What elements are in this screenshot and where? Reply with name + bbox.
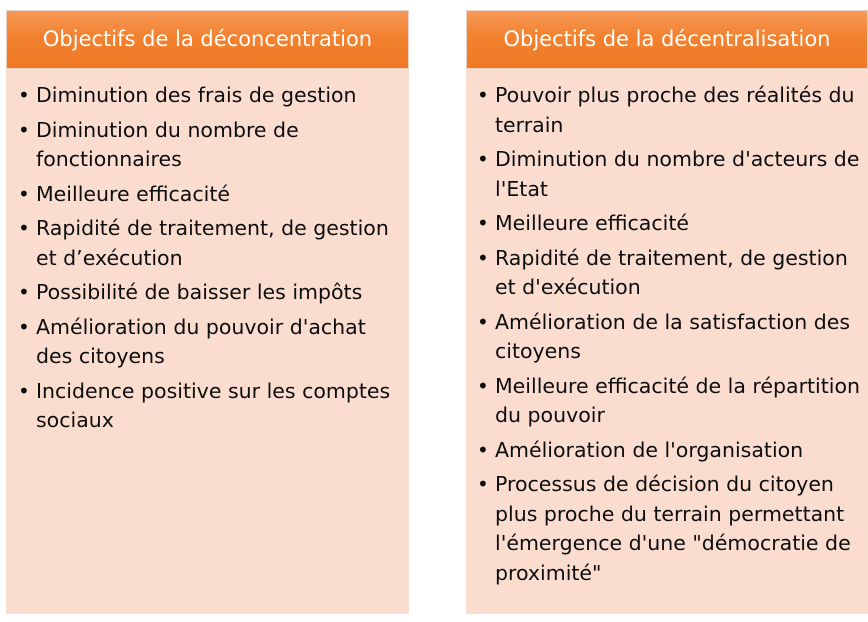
list-item-text: Possibilité de baisser les impôts [36, 280, 363, 304]
bullet-icon: • [477, 373, 489, 398]
decentralisation-body [466, 69, 868, 614]
list-item-text: Meilleure efficacité [495, 211, 689, 235]
bullet-icon: • [477, 472, 489, 496]
list-item-text: Pouvoir plus proche des réalités du terrain [495, 83, 855, 137]
list-item [6, 214, 409, 273]
list-item-text: Rapidité de traitement, de gestion et d’exécution [36, 216, 389, 270]
bullet-icon: • [18, 83, 30, 107]
list-item [466, 470, 868, 588]
list-item [466, 436, 868, 466]
deconcentration-list [6, 81, 409, 436]
bullet-icon: • [477, 245, 489, 270]
list-item-text: Amélioration de l'organisation [495, 437, 804, 462]
bullet-icon: • [477, 211, 489, 235]
list-item [466, 308, 868, 367]
deconcentration-header: Objectifs de la déconcentration [6, 10, 409, 69]
list-item-text: Meilleure efficacité [36, 181, 230, 206]
list-item [6, 81, 409, 111]
list-item [6, 278, 409, 308]
deconcentration-body [6, 69, 409, 614]
bullet-icon: • [477, 83, 489, 107]
deconcentration-panel [6, 10, 409, 614]
list-item-text: Rapidité de traitement, de gestion et d'exécution [495, 245, 848, 299]
bullet-icon: • [477, 309, 489, 334]
list-item [6, 377, 409, 436]
bullet-icon: • [18, 314, 30, 339]
list-item [466, 209, 868, 239]
list-item [6, 313, 409, 372]
list-item-text: Amélioration de la satisfaction des citoyens [495, 309, 851, 363]
list-item [6, 180, 409, 210]
list-item-text: Diminution du nombre de fonctionnaires [36, 117, 299, 171]
decentralisation-panel [466, 10, 868, 614]
bullet-icon: • [477, 147, 489, 171]
list-item-text: Diminution du nombre d'acteurs de l'Etat [495, 147, 860, 201]
bullet-icon: • [18, 378, 30, 403]
list-item-text: Meilleure efficacité de la répartition du pouvoir [495, 373, 861, 427]
list-item [6, 116, 409, 175]
list-item-text: Diminution des frais de gestion [36, 83, 357, 107]
list-item [466, 145, 868, 204]
list-item-text: Incidence positive sur les comptes sociaux [36, 378, 391, 432]
list-item [466, 81, 868, 140]
decentralisation-list [466, 81, 868, 588]
list-item [466, 372, 868, 431]
decentralisation-header: Objectifs de la décentralisation [466, 10, 868, 69]
list-item-text: Amélioration du pouvoir d'achat des citoyens [36, 314, 366, 368]
bullet-icon: • [18, 117, 30, 142]
bullet-icon: • [18, 181, 30, 206]
bullet-icon: • [18, 280, 30, 304]
bullet-icon: • [18, 216, 30, 240]
bullet-icon: • [477, 437, 489, 462]
list-item [466, 244, 868, 303]
list-item-text: Processus de décision du citoyen plus proche du terrain permettant l'émergence d'une "démocratie de proximité" [495, 472, 851, 585]
